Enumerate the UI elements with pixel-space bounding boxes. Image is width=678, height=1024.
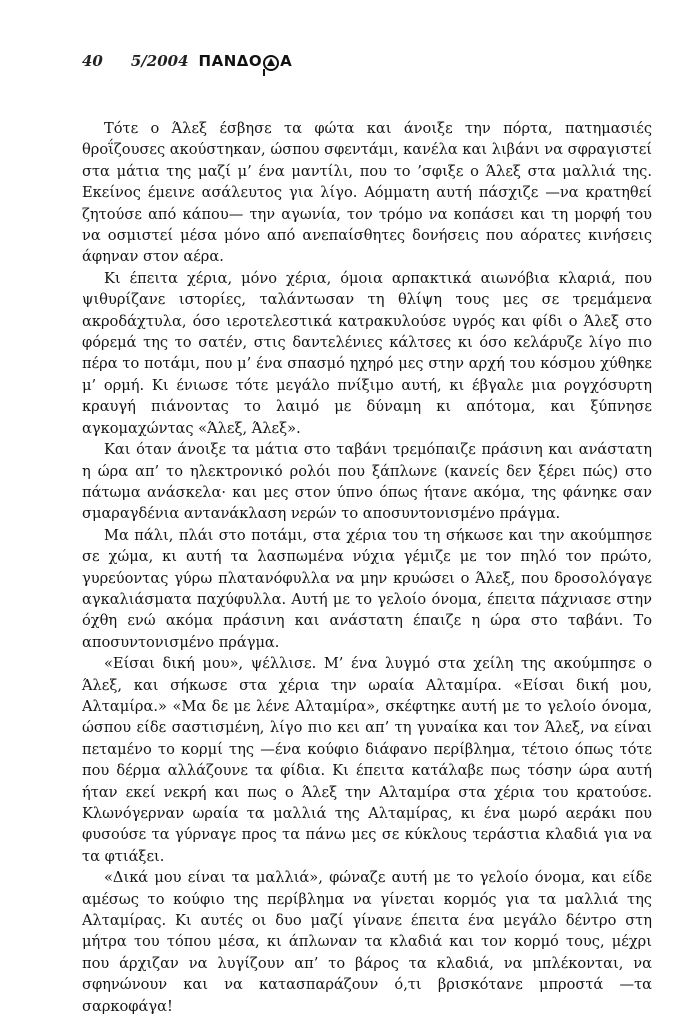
paragraph: Και όταν άνοιξε τα μάτια στο ταβάνι τρεμόπαιζε πράσινη και ανάστατη η ώρα απ’ το ηλεκτρονικό ρολόι που ξάπλωνε (κανείς δεν ξέρει πώς) στο πάτωμα ανάσκελα· και μες στον ύπνο όπως ήτανε ακόμα, της φάνηκε σαν σμαραγδένια αντανάκλαση νερών το αποσυντονισμένο πράγμα. (82, 441, 652, 523)
paragraph: «Είσαι δική μου», ψέλλισε. Μ’ ένα λυγμό στα χείλη της ακούμπησε ο Άλεξ, και σήκωσε στα χέρια την ωραία Αλταμίρα. «Είσαι δική μου, Αλταμίρα.» «Μα δε με λένε Αλταμίρα», σκέφτηκε αυτή με το γελοίο όνομα, ώσπου είδε σαστισμένη, λίγο πιο κει απ’ τη γυναίκα και τον Άλεξ, να είναι πεταμένο το κορμί της —ένα κούφιο διάφανο περίβλημα, τέτοιο όπως τότε που δέρμα αλλάζουνε τα φίδια. Κι έπειτα κατάλαβε πως τόσην ώρα αυτή ήταν εκεί νεκρή και πως ο Άλεξ την Αλταμίρα στα χέρια του κρατούσε. Κλωνόγερναν ωραία τα μαλλιά της Αλταμίρας, κι ένα μωρό αεράκι που φυσούσε τα γύρναγε προς τα πάνω μες σε κύκλους τεράστια κλαδιά για να τα φτιάξει. (82, 655, 652, 865)
paragraph: Μα πάλι, πλάι στο ποτάμι, στα χέρια του τη σήκωσε και την ακούμπησε σε χώμα, κι αυτή τα λασπωμένα νύχια γέμιζε με τον πηλό τον πρώτο, γυρεύοντας γύρω πλατανόφυλλα να μην κρυώσει ο Άλεξ, που δροσολόγαγε αγκαλιάσματα παχύφυλλα. Αυτή με το γελοίο όνομα, έπειτα πάχνιασε στην όχθη ενώ ακόμα πράσινη και ανάστατη έπαιζε η ώρα στο ταβάνι. Το αποσυντονισμένο πράγμα. (82, 526, 652, 651)
magazine-logo (199, 52, 293, 70)
paragraph: «Δικά μου είναι τα μαλλιά», φώναζε αυτή με το γελοίο όνομα, και είδε αμέσως το κούφιο της περίβλημα να γίνεται κορμός για τα μαλλιά της Αλταμίρας. Κι αυτές οι δυο μαζί γίνανε έπειτα ένα μεγάλο δέντρο στη μήτρα του τόπου μέσα, κι άπλωναν τα κλαδιά και τον κορμό τους, μέχρι που άρχιζαν να λυγίζουν απ’ το βάρος τα κλαδιά, να μπλέκονται, να σφηνώνουν και να κατασπαράζουν ό,τι βρισκότανε μπροστά —τα σαρκοφάγα! (82, 869, 652, 1015)
page-number: 40 (82, 52, 103, 70)
magazine-name-start: ΠΑΝΔΟ (198, 52, 263, 70)
magazine-name-end: Α (280, 52, 293, 70)
paragraph: Κι έπειτα χέρια, μόνο χέρια, όμοια αρπακτικά αιωνόβια κλαριά, που ψιθυρίζανε ιστορίες, ταλάντωσαν τη θλίψη τους μες σε τρεμάμενα ακροδάχτυλα, όσο ιεροτελεστικά κατρακυλούσε υγρός και φίδι ο Άλεξ στο φόρεμά της το σατέν, στις δαντελένιες κάλτσες κι όσο κελάρυζε λίγο πιο πέρα το ποτάμι, που μ’ ένα σπασμό ηχηρό μες στην αρχή του κόσμου χύθηκε μ’ ορμή. Κι ένιωσε τότε μεγάλο πνίξιμο αυτή, κι έβγαλε μια ρογχόσυρτη κραυγή πιάνοντας το λαιμό με δύναμη κι απότομα, και ξύπνησε αγκομαχώντας «Άλεξ, Άλεξ». (82, 269, 652, 437)
pandora-logo-icon (263, 55, 279, 71)
article-body (82, 118, 652, 1017)
paragraph: Τότε ο Άλεξ έσβησε τα φώτα και άνοιξε την πόρτα, πατημασιές θροΐζουσες ακούστηκαν, ώσπου σφεντάμι, κανέλα και λιβάνι να σφραγιστεί στα μάτια της μαζί μ’ ένα μαντίλι, που το ’σφιξε ο Άλεξ στα μαλλιά της. Εκείνος έμεινε ασάλευτος για λίγο. Αόμματη αυτή πάσχιζε —να κρατηθεί ζητούσε από κάπου— την αγωνία, τον τρόμο να κοπάσει και τη μορφή του να οσμιστεί μέσα μόνο από ανεπαίσθητες δονήσεις που αόρατες κινήσεις άφηναν στον αέρα. (82, 120, 652, 266)
page-header (82, 52, 292, 74)
issue-date: 5/2004 (130, 52, 189, 70)
